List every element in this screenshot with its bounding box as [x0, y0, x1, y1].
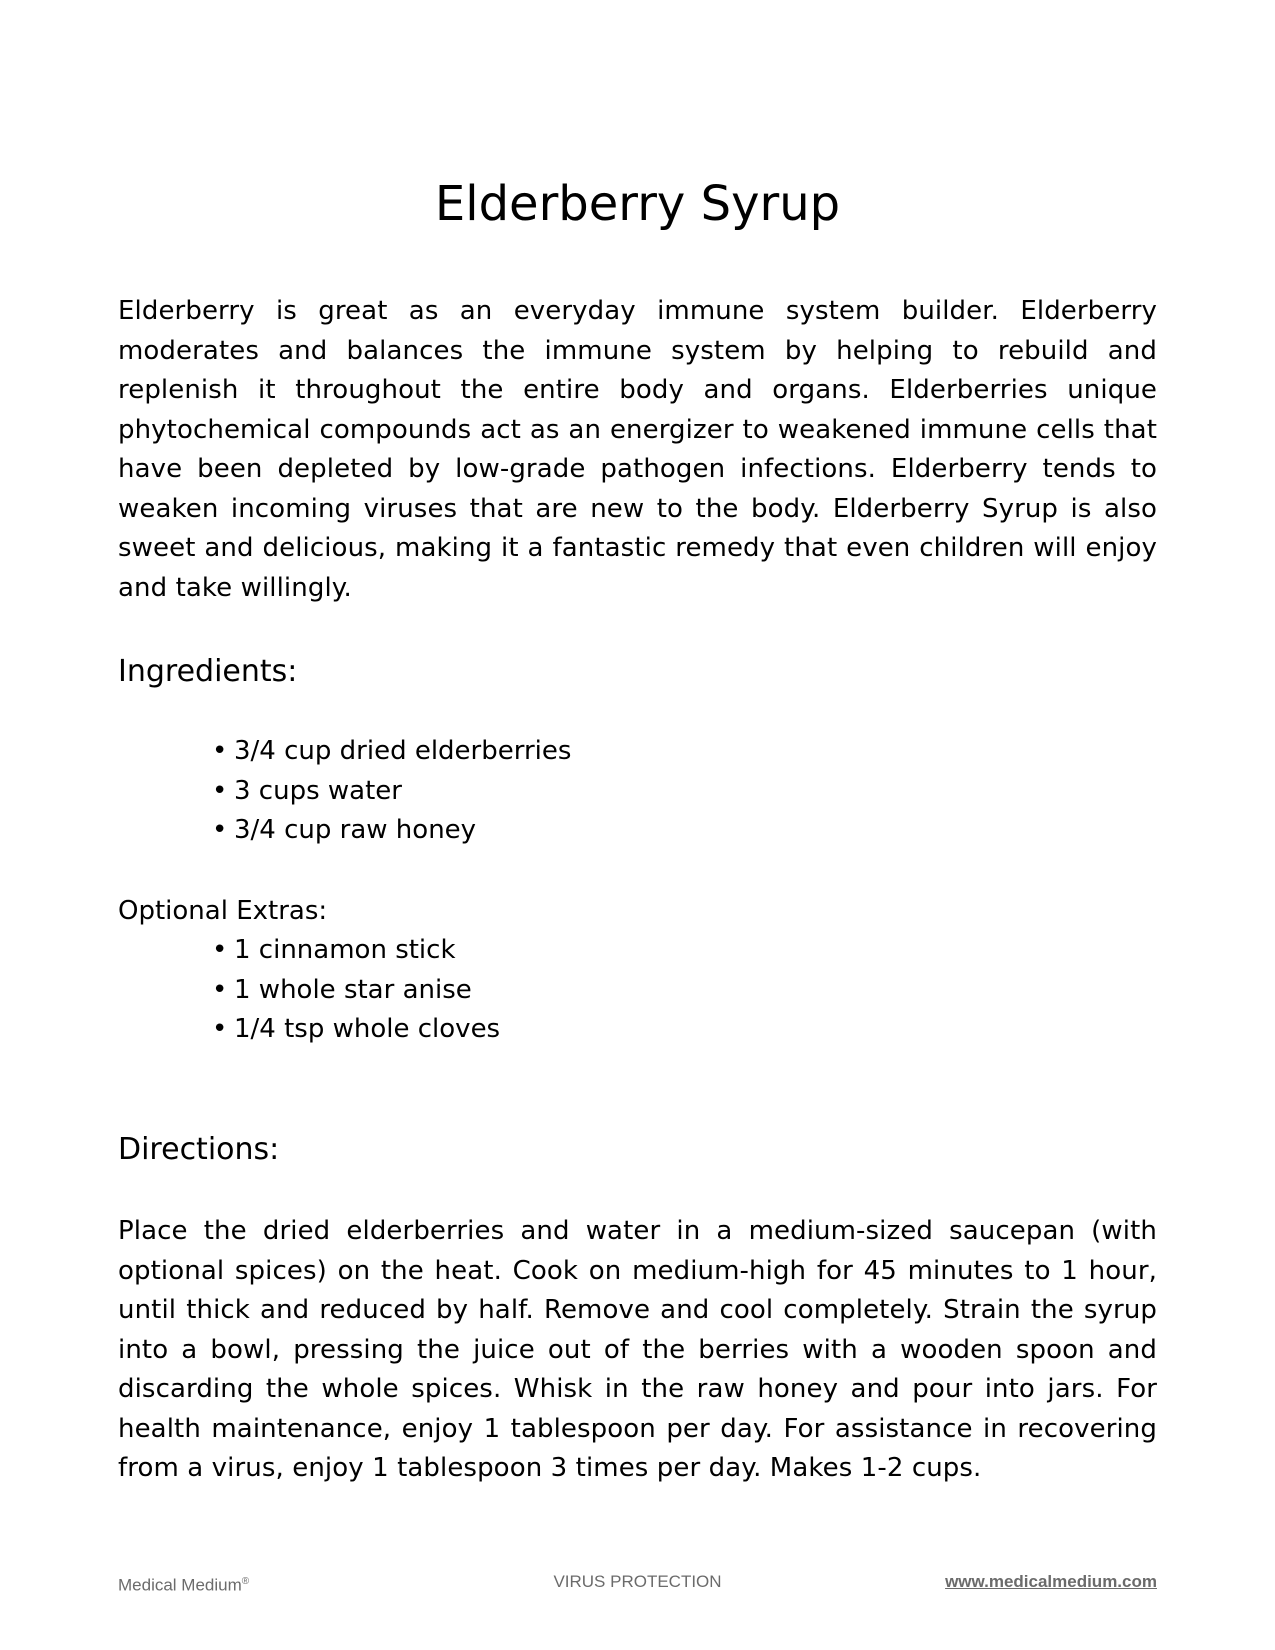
intro-paragraph: Elderberry is great as an everyday immune system builder. Elderberry moderates and balances the immune system by helping to rebuild and replenish it throughout the entire body and organs. Elderberries unique phytochemical compounds act as an energizer to weakened immune cells that have been depleted by low-grade pathogen infections. Elderberry tends to weaken incoming viruses that are new to the body. Elderberry Syrup is also sweet and delicious, making it a fantastic remedy that even children will enjoy and take willingly.: [118, 296, 1157, 603]
list-item: • 3/4 cup raw honey: [210, 811, 571, 851]
footer-url-link[interactable]: www.medicalmedium.com: [945, 1572, 1157, 1591]
list-item: • 3 cups water: [210, 772, 571, 812]
directions-paragraph: Place the dried elderberries and water in a medium-sized saucepan (with optional spices) on the heat. Cook on medium-high for 45 minutes to 1 hour, until thick and reduced by half. Remove and cool completely. Strain the syrup into a bowl, pressing the juice out of the berries with a wooden spoon and discarding the whole spices. Whisk in the raw honey and pour into jars. For health maintenance, enjoy 1 tablespoon per day. For assistance in recovering from a virus, enjoy 1 tablespoon 3 times per day. Makes 1-2 cups.: [118, 1216, 1157, 1483]
optional-extras-list: [210, 931, 500, 1050]
bullet-icon: •: [212, 736, 228, 766]
list-item: • 1 cinnamon stick: [210, 931, 500, 971]
bullet-icon: •: [212, 775, 228, 806]
optional-extras-heading: Optional Extras:: [118, 896, 328, 926]
list-item: • 3/4 cup dried elderberries: [210, 732, 571, 772]
footer-brand: Medical Medium®: [118, 1575, 250, 1595]
directions-heading: Directions:: [118, 1132, 280, 1167]
ingredients-list: [210, 732, 571, 851]
bullet-icon: •: [212, 815, 228, 845]
footer-section: VIRUS PROTECTION: [553, 1572, 722, 1591]
bullet-icon: •: [212, 974, 228, 1005]
page-title: Elderberry Syrup: [434, 176, 841, 232]
list-item: • 1/4 tsp whole cloves: [210, 1010, 500, 1050]
registered-mark: ®: [241, 1576, 250, 1587]
bullet-icon: •: [212, 935, 228, 965]
bullet-icon: •: [212, 1014, 228, 1044]
list-item: • 1 whole star anise: [210, 971, 500, 1011]
ingredients-heading: Ingredients:: [118, 654, 298, 689]
